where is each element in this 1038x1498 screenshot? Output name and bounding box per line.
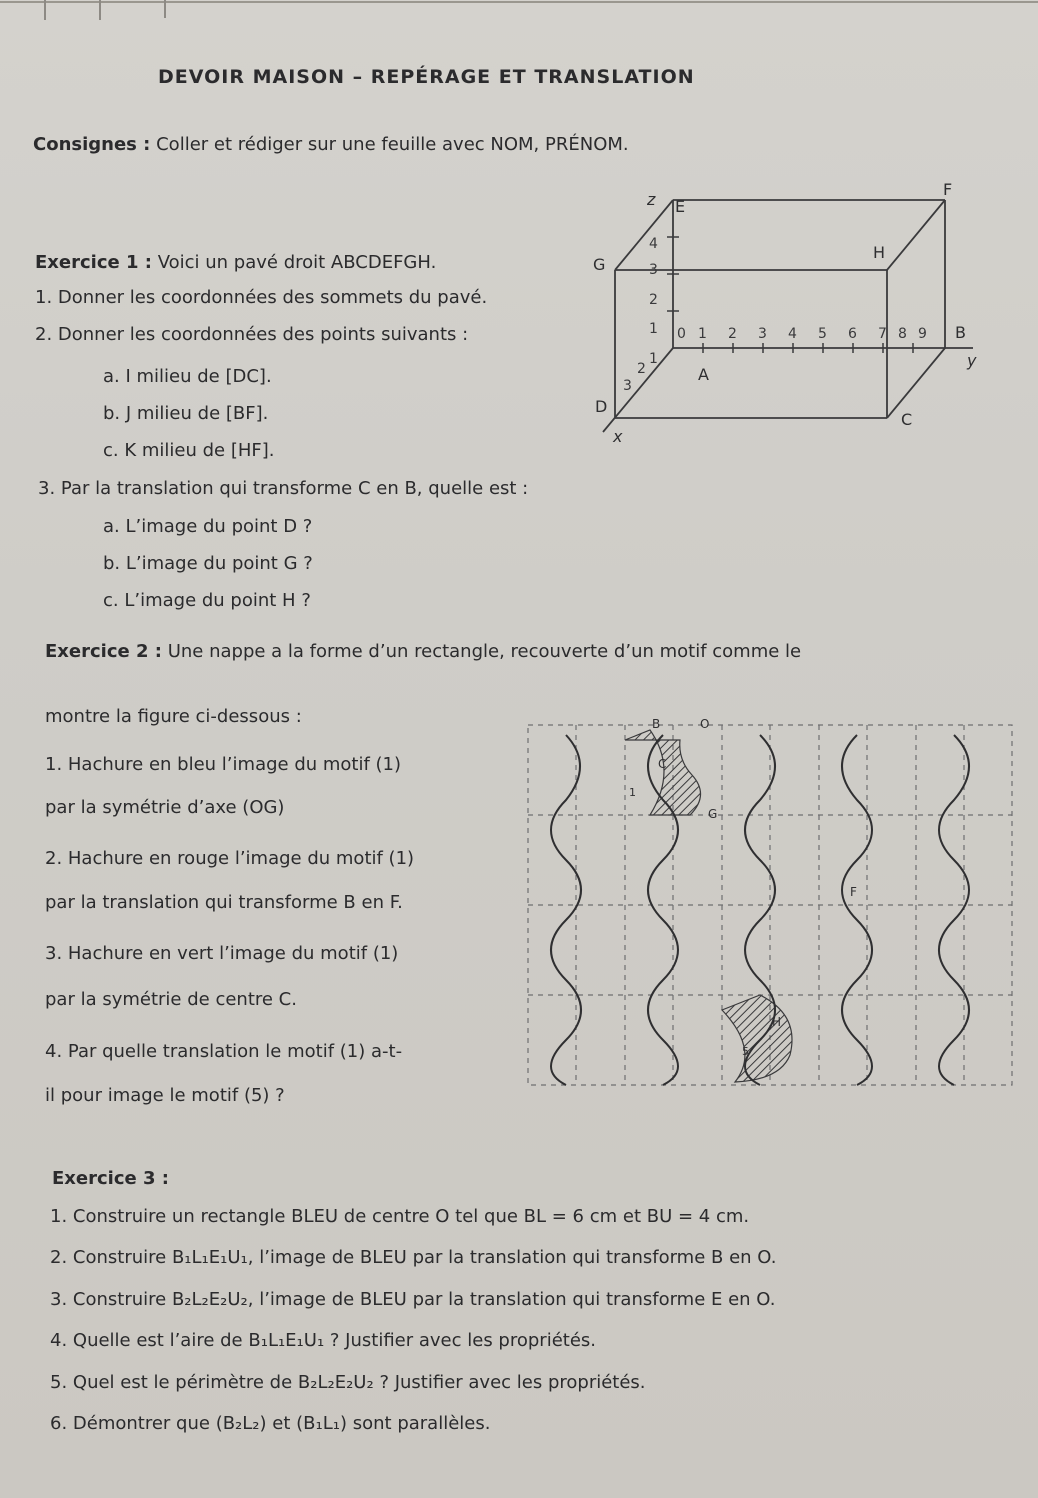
label-A: A <box>698 365 709 384</box>
point-C: C <box>658 757 667 771</box>
ex2-header <box>45 641 801 663</box>
ex1-q2c: c. K milieu de [HF]. <box>103 440 275 461</box>
label-y: y <box>967 351 977 370</box>
consignes-label: Consignes : <box>33 134 151 155</box>
point-O: O <box>700 717 710 731</box>
ex1-q3a: a. L’image du point D ? <box>103 516 313 537</box>
motif-1-label: 1 <box>629 786 636 799</box>
ex3-q2-pre: 2. Construire <box>50 1247 167 1268</box>
y-tick-0: 0 <box>677 326 686 342</box>
torn-top-edge <box>0 0 1038 30</box>
ex1-q1: 1. Donner les coordonnées des sommets du pavé. <box>35 287 488 308</box>
ex3-q2-post: , l’image de BLEU par la translation qui transforme B en O. <box>247 1247 777 1268</box>
y-tick-5: 5 <box>818 326 827 342</box>
ex2-q4b: il pour image le motif (5) ? <box>45 1085 285 1106</box>
cuboid-figure <box>585 180 985 450</box>
ex3-q4-pre: 4. Quelle est l’aire de <box>50 1330 243 1351</box>
ex3-q6-mid: et <box>272 1413 291 1434</box>
ex2-intro2: montre la figure ci-dessous : <box>45 706 302 727</box>
ex1-intro: Voici un pavé droit ABCDEFGH. <box>157 252 437 273</box>
ex3-q6-pre: 6. Démontrer que <box>50 1413 210 1434</box>
ex1-q3b: b. L’image du point G ? <box>103 553 313 574</box>
ex2-q1b: par la symétrie d’axe (OG) <box>45 797 285 818</box>
motif-1 <box>625 730 701 815</box>
ex3-q5-pre: 5. Quel est le périmètre de <box>50 1372 293 1393</box>
ex3-q2-name: B₁L₁E₁U₁ <box>171 1247 248 1268</box>
ex1-q3: 3. Par la translation qui transforme C en B, quelle est : <box>38 478 529 499</box>
ex2-q3b: par la symétrie de centre C. <box>45 989 297 1010</box>
ex2-q1a: 1. Hachure en bleu l’image du motif (1) <box>45 754 402 775</box>
y-tick-6: 6 <box>848 326 857 342</box>
label-x: x <box>613 427 623 446</box>
ex3-q3-post: , l’image de BLEU par la translation qui transforme E en O. <box>247 1289 776 1310</box>
ex2-q3a: 3. Hachure en vert l’image du motif (1) <box>45 943 399 964</box>
label-F: F <box>943 180 953 199</box>
y-tick-3: 3 <box>758 326 767 342</box>
ex3-q2 <box>50 1247 776 1269</box>
z-tick-2: 2 <box>649 292 658 308</box>
ex3-q4-name: B₁L₁E₁U₁ <box>248 1330 325 1351</box>
y-tick-4: 4 <box>788 326 797 342</box>
ex3-q1-text: 1. Construire un rectangle BLEU de centre O tel que <box>50 1206 518 1227</box>
motif-5-label: 5 <box>742 1045 749 1058</box>
ex2-q2b: par la translation qui transforme B en F. <box>45 892 403 913</box>
ex1-q3c: c. L’image du point H ? <box>103 590 311 611</box>
edge-fh <box>887 200 945 270</box>
edge-bc <box>887 348 945 418</box>
ex1-q2b: b. J milieu de [BF]. <box>103 403 269 424</box>
ex3-q3 <box>50 1289 775 1311</box>
ex3-q5-post: ? Justifier avec les propriétés. <box>379 1372 646 1393</box>
y-tick-2: 2 <box>728 326 737 342</box>
x-tick-3: 3 <box>623 378 632 394</box>
ex3-q1-math: BL = 6 cm et BU = 4 cm. <box>523 1206 750 1227</box>
x-tick-2: 2 <box>637 361 646 377</box>
label-C: C <box>901 410 913 429</box>
x-tick-1: 1 <box>649 351 658 367</box>
y-tick-1: 1 <box>698 326 707 342</box>
ex3-q4 <box>50 1330 596 1352</box>
page-title: DEVOIR MAISON – REPÉRAGE ET TRANSLATION <box>158 66 695 88</box>
ex3-q3-pre: 3. Construire <box>50 1289 167 1310</box>
consignes <box>33 134 629 156</box>
label-E: E <box>675 197 686 216</box>
ex2-label: Exercice 2 : <box>45 641 162 662</box>
ex3-q4-post: ? Justifier avec les propriétés. <box>329 1330 596 1351</box>
point-H: H <box>772 1015 782 1029</box>
point-G: G <box>708 807 718 821</box>
ex3-q1 <box>50 1206 749 1228</box>
ex3-q5-name: B₂L₂E₂U₂ <box>297 1372 374 1393</box>
ex3-q6 <box>50 1413 490 1435</box>
point-F: F <box>850 885 857 899</box>
edge-eg <box>615 200 673 270</box>
ex1-q2: 2. Donner les coordonnées des points suivants : <box>35 324 469 345</box>
ex2-intro1: Une nappe a la forme d’un rectangle, recouverte d’un motif comme le <box>167 641 802 662</box>
point-B: B <box>652 717 661 731</box>
ex3-q6-b: (B₁L₁) <box>296 1413 348 1434</box>
z-tick-4: 4 <box>649 236 658 252</box>
ex1-q2a: a. I milieu de [DC]. <box>103 366 272 387</box>
label-z: z <box>647 190 656 209</box>
consignes-text: Coller et rédiger sur une feuille avec NOM, PRÉNOM. <box>156 134 629 155</box>
motif-5 <box>722 995 792 1082</box>
ex3-q3-name: B₂L₂E₂U₂ <box>171 1289 248 1310</box>
ex2-q2a: 2. Hachure en rouge l’image du motif (1) <box>45 848 415 869</box>
y-tick-7: 7 <box>878 326 887 342</box>
label-H: H <box>873 243 886 262</box>
label-B: B <box>955 323 966 342</box>
ex3-label: Exercice 3 : <box>52 1168 169 1189</box>
y-tick-8: 8 <box>898 326 907 342</box>
ex3-q6-post: sont parallèles. <box>352 1413 491 1434</box>
ex1-header <box>35 252 436 274</box>
label-D: D <box>595 397 608 416</box>
label-G: G <box>593 255 606 274</box>
ex3-q5 <box>50 1372 646 1394</box>
ex1-label: Exercice 1 : <box>35 252 152 273</box>
y-tick-9: 9 <box>918 326 927 342</box>
ex2-q4a: 4. Par quelle translation le motif (1) a-t- <box>45 1041 403 1062</box>
z-tick-1: 1 <box>649 321 658 337</box>
tablecloth-figure <box>520 710 1025 1095</box>
ex3-q6-a: (B₂L₂) <box>215 1413 267 1434</box>
z-tick-3: 3 <box>649 262 658 278</box>
